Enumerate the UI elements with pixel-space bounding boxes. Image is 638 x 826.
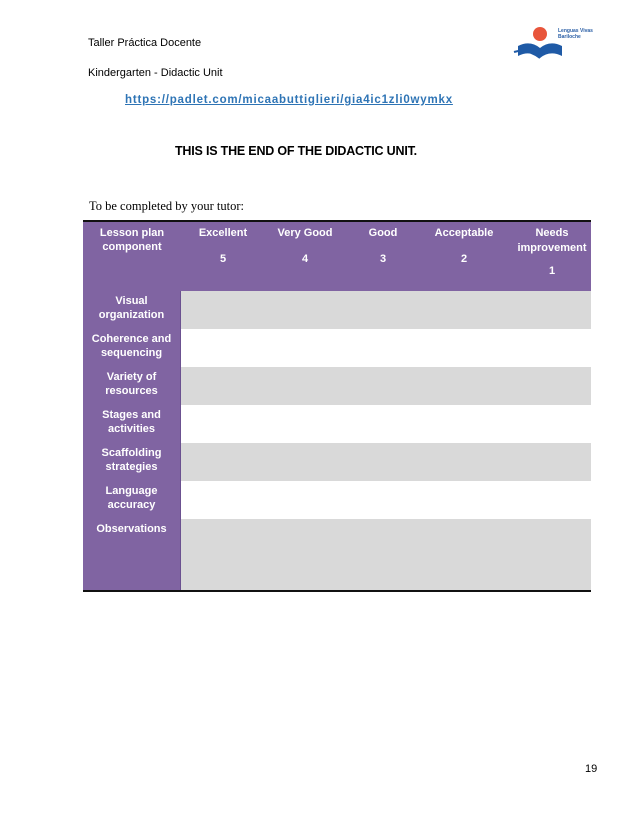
header-score: 4 <box>301 253 309 265</box>
table-row <box>83 329 591 367</box>
row-label: Coherence and sequencing <box>83 329 181 367</box>
row-label: Stages and activities <box>83 405 181 443</box>
logo-text <box>558 28 593 40</box>
table-row <box>83 405 591 443</box>
rating-cells[interactable] <box>181 291 591 329</box>
rating-cells[interactable] <box>181 329 591 367</box>
rating-cells[interactable] <box>181 481 591 519</box>
header-course-title: Taller Práctica Docente <box>88 37 202 49</box>
table-row <box>83 481 591 519</box>
institution-logo <box>512 22 596 60</box>
header-cell-needs-improvement <box>507 222 591 291</box>
row-label: Scaffolding strategies <box>83 443 181 481</box>
tutor-instruction: To be completed by your tutor: <box>89 199 244 213</box>
header-score: 3 <box>379 253 387 265</box>
row-label: Visual organization <box>83 291 181 329</box>
header-cell-good <box>345 222 421 291</box>
header-cell-excellent <box>181 222 265 291</box>
rating-cells[interactable] <box>181 443 591 481</box>
header-score: 1 <box>548 265 556 277</box>
page-number: 19 <box>585 763 598 775</box>
header-score: 5 <box>219 253 227 265</box>
row-label: Observations <box>83 519 181 590</box>
header-label: Good <box>368 227 398 239</box>
header-unit-title: Kindergarten - Didactic Unit <box>88 67 223 79</box>
padlet-link[interactable]: https://padlet.com/micaabuttiglieri/gia4ic1zli0wymkx <box>125 94 453 106</box>
logo-text-line1: Lenguas Vivas <box>558 28 593 34</box>
row-label: Language accuracy <box>83 481 181 519</box>
table-row <box>83 367 591 405</box>
table-row-observations <box>83 519 591 590</box>
header-label: Lesson plan component <box>99 227 165 253</box>
header-label: Excellent <box>198 227 248 239</box>
table-row <box>83 291 591 329</box>
table-header <box>83 222 591 291</box>
header-score: 2 <box>460 253 468 265</box>
table-row <box>83 443 591 481</box>
header-cell-component <box>83 222 181 291</box>
rating-cells[interactable] <box>181 367 591 405</box>
header-cell-very-good <box>265 222 345 291</box>
header-label: Very Good <box>277 227 333 239</box>
row-label: Variety of resources <box>83 367 181 405</box>
observations-cell[interactable] <box>181 519 591 590</box>
end-title: THIS IS THE END OF THE DIDACTIC UNIT. <box>175 144 417 158</box>
evaluation-table <box>83 220 591 592</box>
header-cell-acceptable <box>421 222 507 291</box>
header-label: Acceptable <box>434 227 494 239</box>
rating-cells[interactable] <box>181 405 591 443</box>
logo-text-line2: Bariloche <box>558 34 581 40</box>
header-label: Needs improvement <box>517 227 587 254</box>
